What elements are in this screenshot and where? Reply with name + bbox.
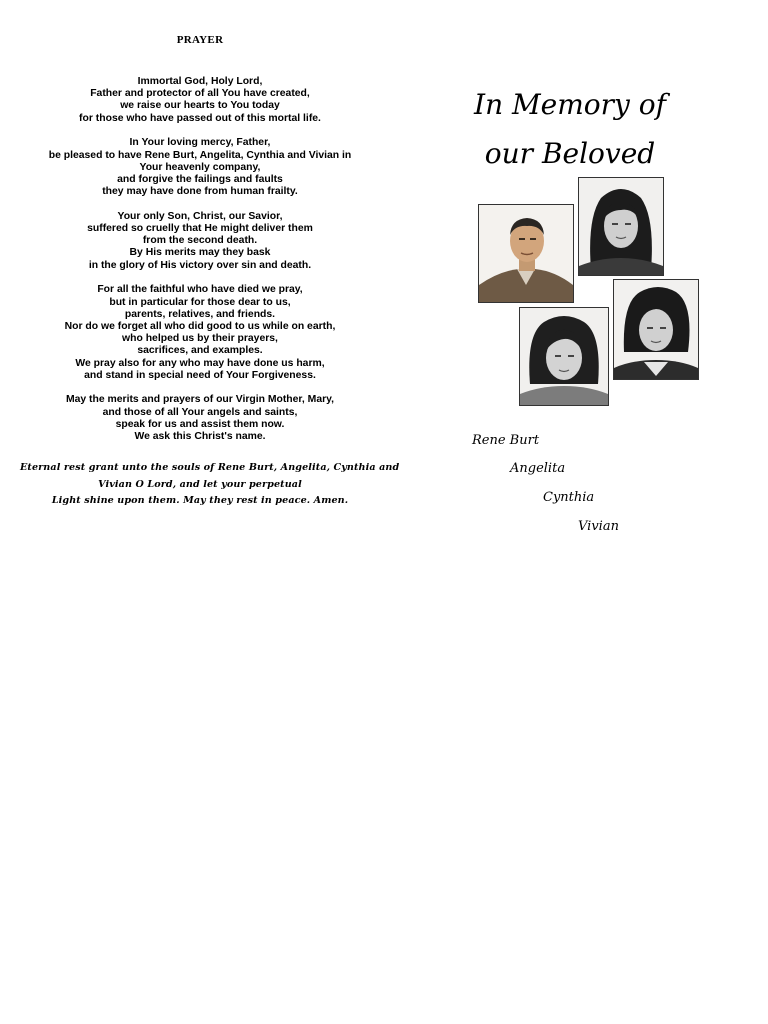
memorial-name-angelita: Angelita [510, 461, 566, 476]
prayer-line: be pleased to have Rene Burt, Angelita, Cynthia and Vivian in [48, 149, 352, 161]
prayer-line: parents, relatives, and friends. [124, 308, 276, 320]
prayer-stanza [20, 211, 380, 272]
prayer-stanza [20, 76, 380, 125]
portrait-photo-rene-burt [478, 204, 574, 303]
prayer-stanza [20, 394, 380, 443]
prayer-line: sacrifices, and examples. [137, 345, 263, 357]
prayer-line: who helped us by their prayers, [122, 333, 278, 345]
prayer-line: and those of all Your angels and saints, [102, 406, 298, 418]
prayer-stanza [20, 137, 380, 198]
memorial-name-cynthia: Cynthia [543, 490, 595, 505]
prayer-line: and stand in special need of Your Forgiveness. [84, 369, 316, 381]
closing-line: Vivian O Lord, and let your perpetual [98, 478, 302, 490]
prayer-stanza [20, 284, 380, 382]
prayer-line: For all the faithful who have died we pray, [97, 284, 303, 296]
portrait-photo-vivian [613, 279, 699, 380]
prayer-line: and forgive the failings and faults [117, 173, 283, 185]
prayer-line: We pray also for any who may have done us harm, [75, 357, 325, 369]
prayer-title: PRAYER [176, 34, 224, 46]
memorial-name-rene-burt: Rene Burt [472, 433, 540, 448]
portrait-photo-cynthia [519, 307, 609, 406]
prayer-line: from the second death. [142, 235, 258, 247]
prayer-line: in the glory of His victory over sin and death. [88, 259, 312, 271]
prayer-line: In Your loving mercy, Father, [129, 137, 271, 149]
prayer-line: Immortal God, Holy Lord, [137, 76, 263, 87]
prayer-line: speak for us and assist them now. [115, 418, 285, 430]
closing-line: Light shine upon them. May they rest in peace. Amen. [51, 495, 349, 506]
closing-blessing [20, 460, 400, 510]
prayer-line: Father and protector of all You have created, [90, 88, 310, 100]
memorial-title [460, 80, 680, 178]
prayer-line: but in particular for those dear to us, [109, 296, 291, 308]
memorial-title-line: our Beloved [484, 137, 656, 170]
portrait-photo-angelita [578, 177, 664, 276]
prayer-line: Nor do we forget all who did good to us while on earth, [64, 320, 336, 332]
closing-line: Eternal rest grant unto the souls of Rene Burt, Angelita, Cynthia and [20, 462, 400, 473]
prayer-line: for those who have passed out of this mortal life. [79, 112, 321, 124]
prayer-line: suffered so cruelly that He might deliver them [87, 223, 313, 235]
prayer-line: they may have done from human frailty. [102, 186, 298, 198]
prayer-line: Your heavenly company, [139, 161, 261, 173]
prayer-line: By His merits may they bask [129, 247, 271, 259]
prayer-line: we raise our hearts to You today [120, 100, 280, 112]
memorial-title-line: In Memory of [474, 88, 666, 121]
prayer-line: May the merits and prayers of our Virgin Mother, Mary, [65, 394, 335, 406]
prayer-body [20, 76, 380, 456]
prayer-line: We ask this Christ's name. [134, 431, 266, 443]
prayer-line: Your only Son, Christ, our Savior, [117, 210, 283, 222]
memorial-name-vivian: Vivian [578, 519, 619, 534]
